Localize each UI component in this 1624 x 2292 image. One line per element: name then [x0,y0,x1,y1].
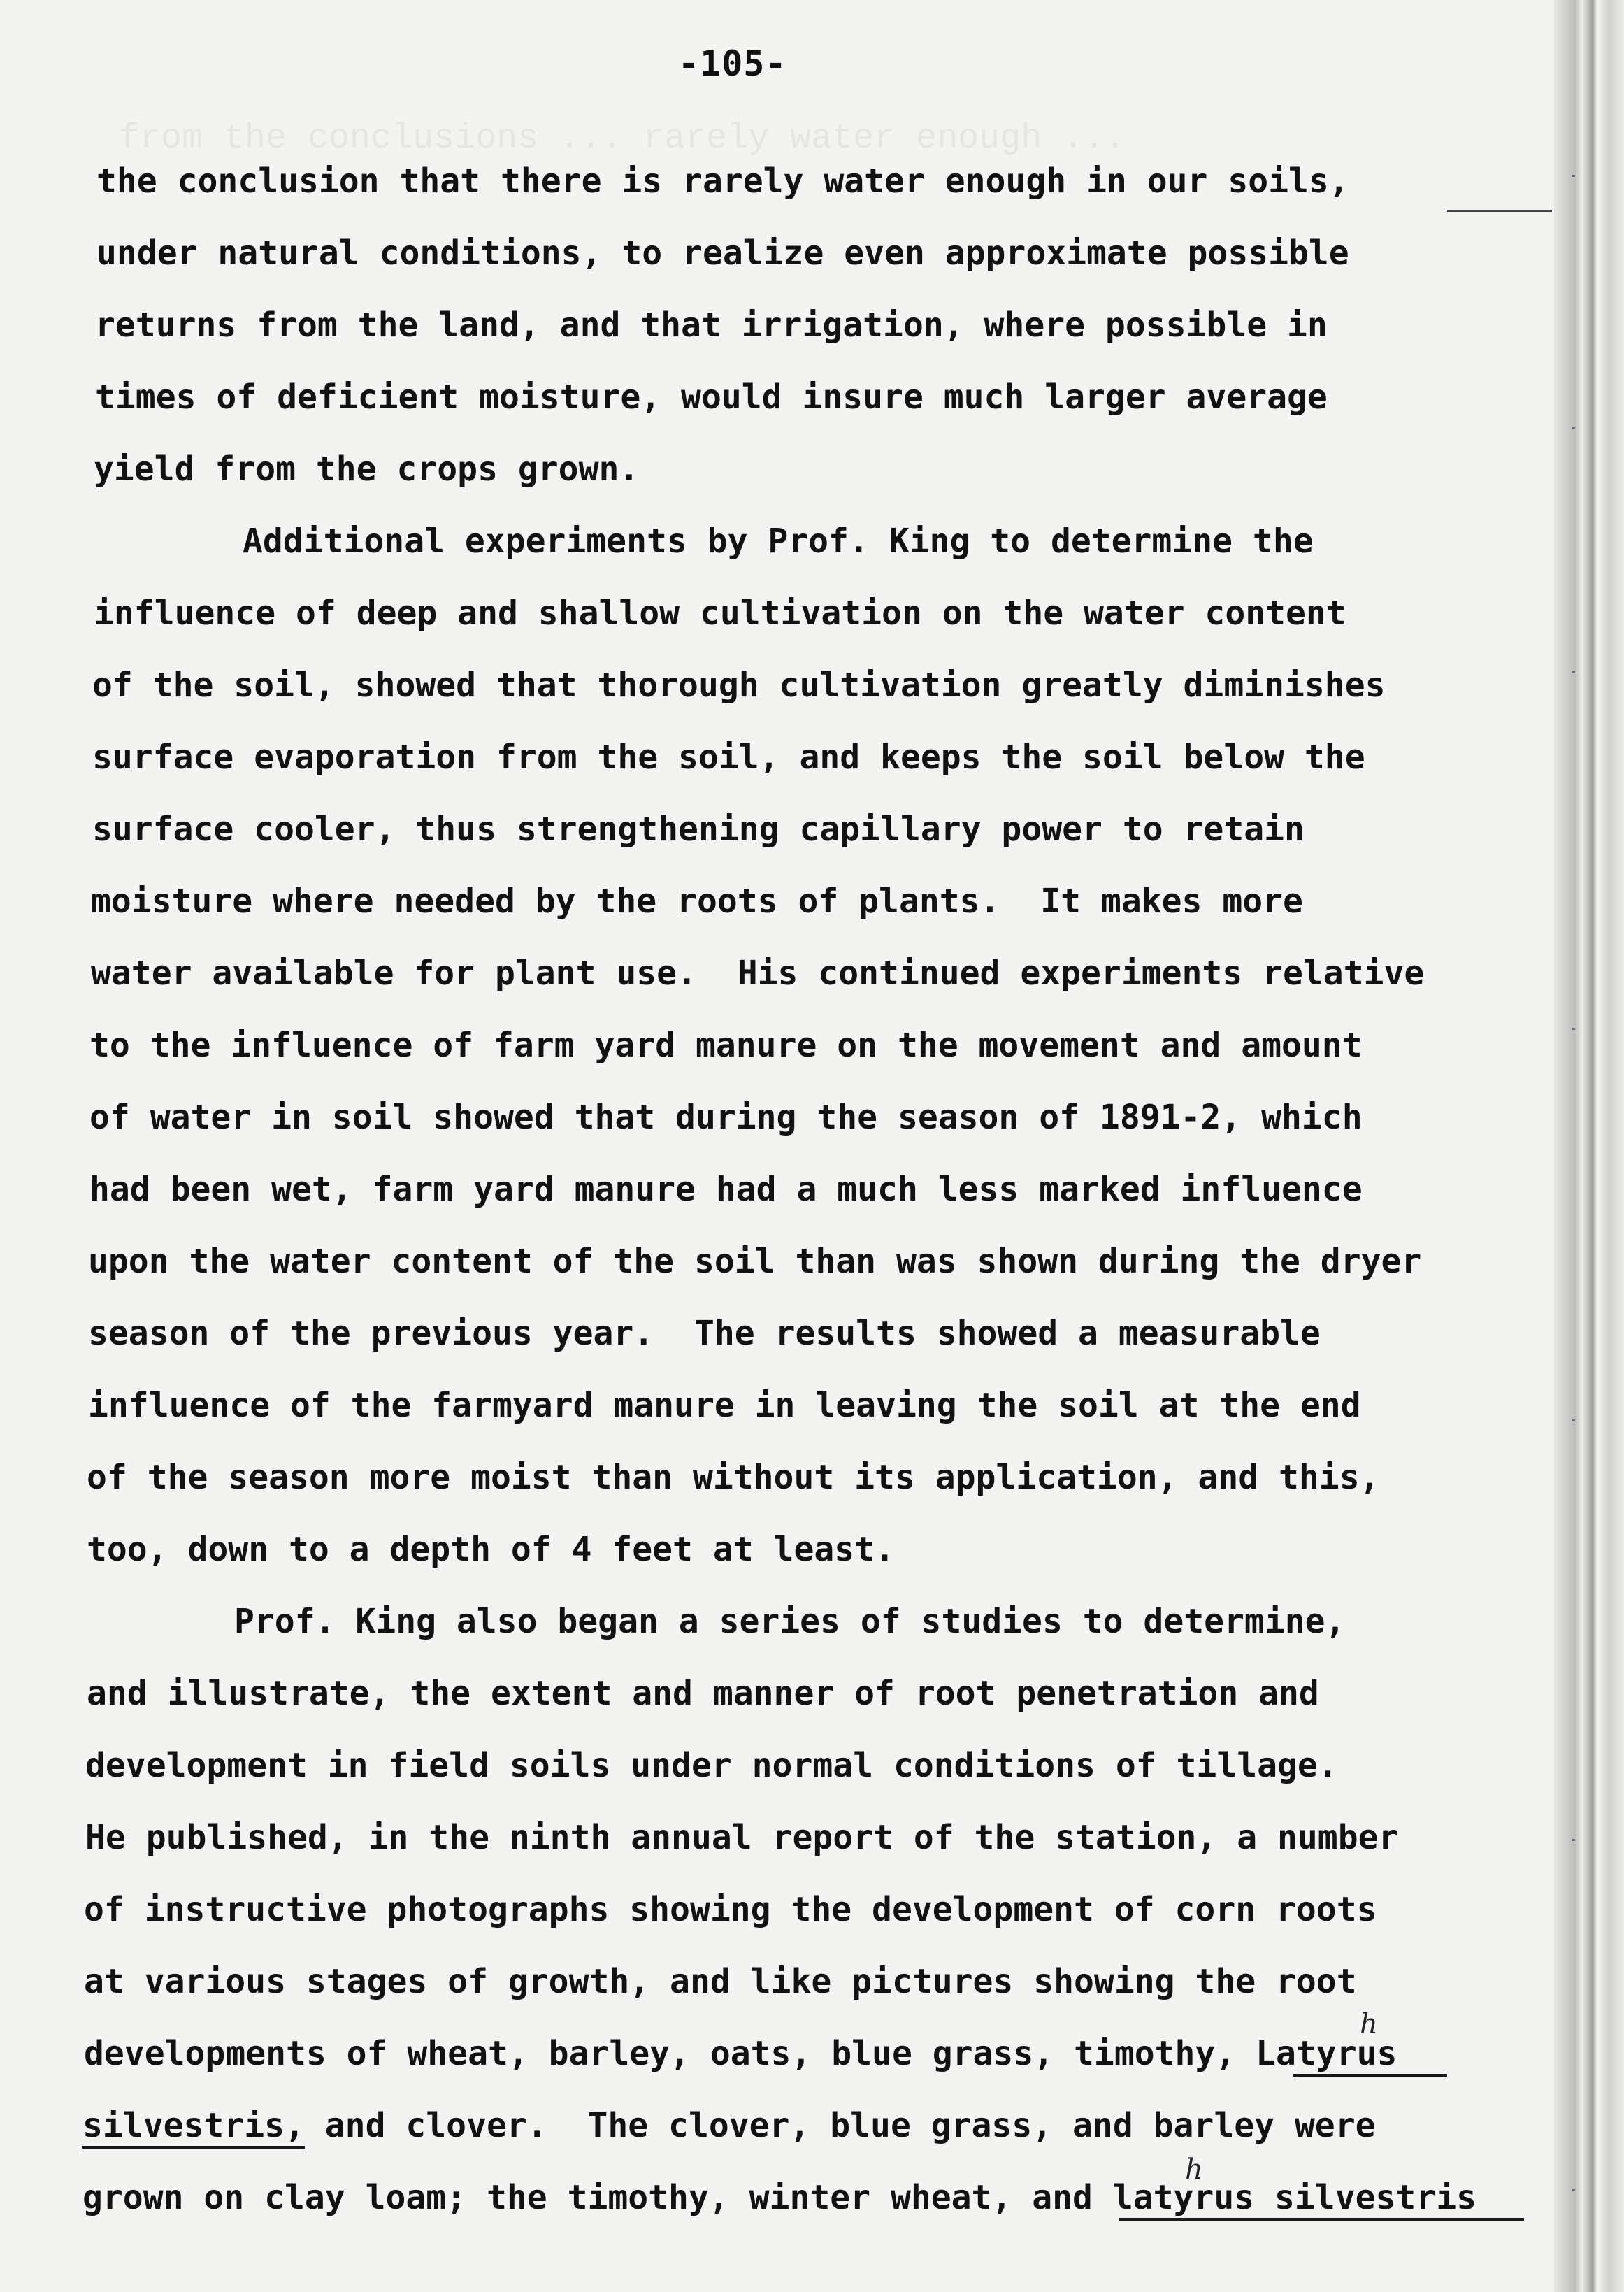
text-line: of instructive photographs showing the development of corn roots [84,1890,1377,1929]
text-line: of the soil, showed that thorough cultivation greatly diminishes [92,666,1386,705]
text-line: under natural conditions, to realize even approximate possible [96,234,1349,273]
margin-tick [1572,2189,1575,2191]
underline-latyrus-silvestris [1119,2218,1524,2221]
text-line: returns from the land, and that irrigation, where possible in [95,306,1328,345]
text-line: He published, in the ninth annual report of the station, a number [85,1818,1399,1857]
text-line: surface evaporation from the soil, and keeps the soil below the [92,738,1365,777]
text-line: grown on clay loam; the timothy, winter wheat, and latyrus silvestris [82,2178,1476,2217]
margin-tick [1572,1839,1575,1841]
underline-silvestris [82,2146,305,2149]
text-line: season of the previous year. The results showed a measurable [88,1314,1321,1353]
bleed-through-text: from the conclusions ... rarely water enough ... [119,119,1126,159]
text-line: of water in soil showed that during the season of 1891-2, which [89,1098,1363,1137]
text-line: development in field soils under normal conditions of tillage. [85,1746,1338,1785]
text-line: to the influence of farm yard manure on the movement and amount [89,1026,1363,1065]
margin-tick [1572,427,1575,429]
text-line: yield from the crops grown. [94,450,640,489]
margin-mark [1447,210,1552,212]
text-line: times of deficient moisture, would insure much larger average [95,378,1328,417]
margin-tick [1572,671,1575,673]
text-line: moisture where needed by the roots of plants. It makes more [91,882,1303,921]
text-line: the conclusion that there is rarely water enough in our soils, [96,162,1349,201]
underline-latyrus [1293,2074,1447,2077]
text-line: influence of the farmyard manure in leaving the soil at the end [88,1386,1361,1425]
text-line: Prof. King also began a series of studies to determine, [234,1602,1346,1641]
text-line: influence of deep and shallow cultivation on the water content [94,594,1346,633]
text-line: surface cooler, thus strengthening capillary power to retain [92,810,1305,849]
handwritten-insert-mark: h [1360,2008,1378,2040]
margin-tick [1572,1419,1575,1421]
text-line: water available for plant use. His continued experiments relative [91,954,1425,993]
text-line: too, down to a depth of 4 feet at least. [87,1530,895,1569]
handwritten-insert-mark: h [1185,2154,1203,2186]
page-binding-edge [1554,0,1624,2292]
text-line: upon the water content of the soil than was shown during the dryer [88,1242,1422,1281]
margin-tick [1572,175,1575,177]
text-line: silvestris, and clover. The clover, blue grass, and barley were [82,2106,1376,2145]
text-line: and illustrate, the extent and manner of root penetration and [87,1674,1319,1713]
text-line: developments of wheat, barley, oats, blue grass, timothy, Latyrus [84,2034,1397,2073]
margin-tick [1572,1028,1575,1030]
text-line: Additional experiments by Prof. King to determine the [243,522,1314,561]
text-line: at various stages of growth, and like pictures showing the root [84,1962,1357,2001]
text-line: had been wet, farm yard manure had a much less marked influence [89,1170,1363,1209]
text-line: of the season more moist than without its application, and this, [87,1458,1380,1497]
page-number: -105- [678,43,787,84]
